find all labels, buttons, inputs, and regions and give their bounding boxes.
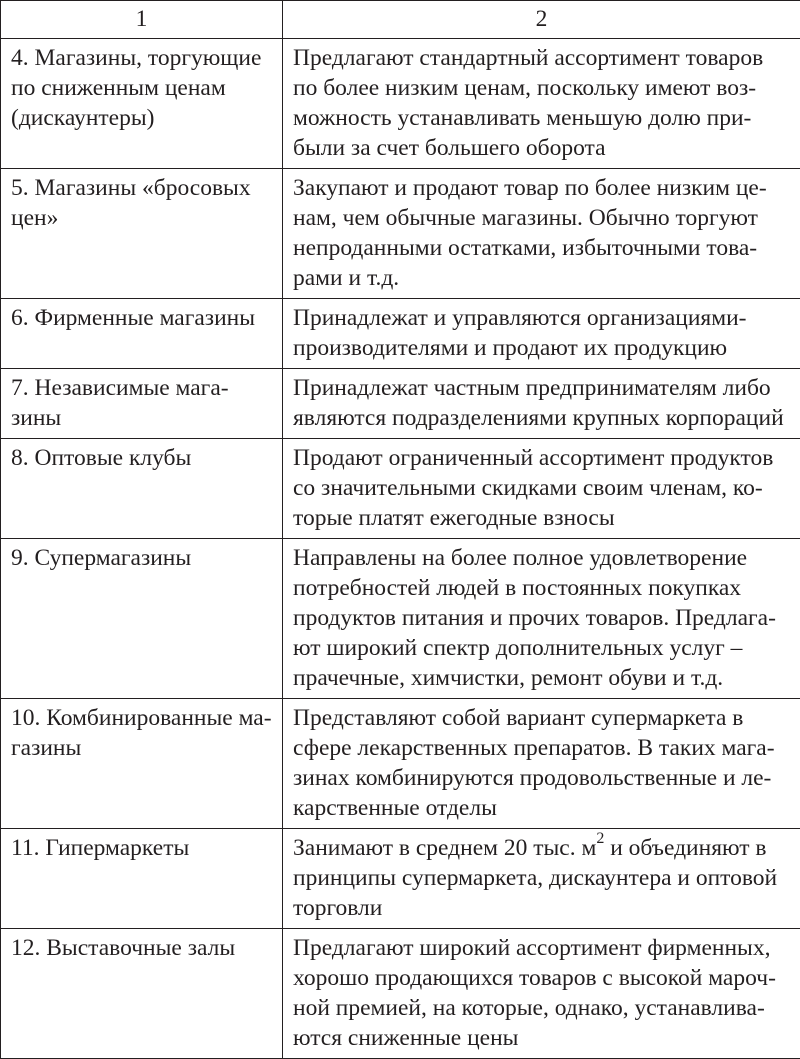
store-description-cell: Представляют собой вариант супермаркета в сфере лекарственных препаратов. В таких мага- зинах комбинируются продовольственные и ле- карственные отделы <box>283 699 800 829</box>
store-type-cell: 8. Оптовые клубы <box>1 439 283 539</box>
table-row <box>1 299 800 369</box>
store-type-cell: 10. Комбинированные ма- газины <box>1 699 283 829</box>
store-description-cell: Закупают и продают товар по более низким це- нам, чем обычные магазины. Обычно торгуют непроданными остатками, избыточными това- рами и т.д. <box>283 169 800 299</box>
store-type-cell: 6. Фирменные магазины <box>1 299 283 369</box>
description-text: и объединяют в принципы супермаркета, дискаунтера и оптовой торговли <box>293 835 777 921</box>
store-type-cell: 11. Гипермаркеты <box>1 829 283 929</box>
store-description-cell: Направлены на более полное удовлетворение потребностей людей в постоянных покупках продуктов питания и прочих товаров. Предлага- ют широкий спектр дополнительных услуг – прачечные, химчистки, ремонт обуви и т.д. <box>283 539 800 699</box>
store-type-cell: 4. Магазины, торгующие по сниженным ценам (дискаунтеры) <box>1 39 283 169</box>
store-description-cell: Предлагают стандартный ассортимент товаров по более низким ценам, поскольку имеют воз- можность устанавливать меньшую долю при- были за счет большего оборота <box>283 39 800 169</box>
store-type-cell: 7. Независимые мага- зины <box>1 369 283 439</box>
header-row <box>1 1 800 39</box>
store-type-cell: 12. Выставочные залы <box>1 929 283 1059</box>
store-description-cell <box>283 829 800 929</box>
column-header-1: 1 <box>1 1 283 39</box>
store-description-cell: Предлагают широкий ассортимент фирменных, хорошо продающихся товаров с высокой мароч- ной премией, на которые, однако, устанавлива- ются сниженные цены <box>283 929 800 1059</box>
store-type-cell: 5. Магазины «бросовых цен» <box>1 169 283 299</box>
table-row <box>1 929 800 1059</box>
table-row <box>1 539 800 699</box>
description-text: Занимают в среднем 20 тыс. м <box>293 835 596 861</box>
table-row <box>1 699 800 829</box>
store-description-cell: Принадлежат частным предпринимателям либо являются подразделениями крупных корпораций <box>283 369 800 439</box>
column-header-2: 2 <box>283 1 800 39</box>
store-description-cell: Продают ограниченный ассортимент продуктов со значительными скидками своим членам, ко- торые платят ежегодные взносы <box>283 439 800 539</box>
table-row <box>1 829 800 929</box>
superscript-2: 2 <box>596 830 604 847</box>
table-row <box>1 169 800 299</box>
store-description-cell: Принадлежат и управляются организациями- производителями и продают их продукцию <box>283 299 800 369</box>
table-row <box>1 39 800 169</box>
store-type-cell: 9. Супермагазины <box>1 539 283 699</box>
table-row <box>1 439 800 539</box>
table-row <box>1 369 800 439</box>
